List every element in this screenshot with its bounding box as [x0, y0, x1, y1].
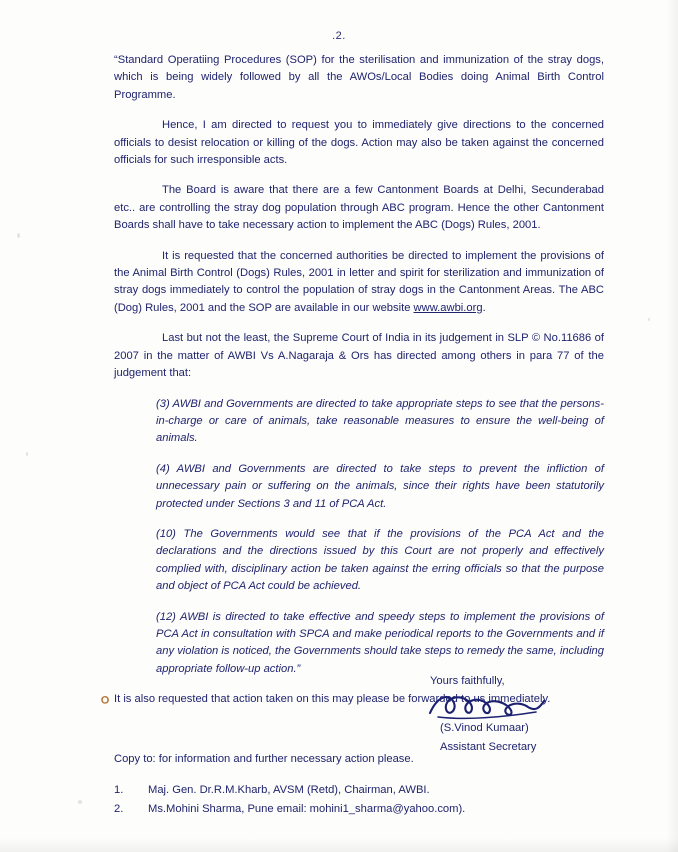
document-body: [114, 52, 604, 709]
paragraph-sop-quote: “Standard Operatiing Procedures (SOP) for the sterilisation and immunization of the stray dogs, which is being widely followed by all the AWOs/Local Bodies doing Animal Birth Control Programme.: [114, 54, 604, 101]
quoted-clause-12: (12) AWBI is directed to take effective and speedy steps to implement the provisions of PCA Act in consultation with SPCA and make periodical reports to the Governments and if any violation is noticed, the Governments should take steps to remedy the same, including appropriate follow-up action.”: [156, 610, 604, 675]
list-item: [114, 781, 634, 800]
copy-to-list: [114, 781, 634, 819]
paragraph-requested-text-before: It is requested that the concerned authorities be directed to implement the provisions of the Animal Birth Control (Dogs) Rules, 2001 in letter and spirit for sterilization and immunization of stray dogs immediately to control the population of stray dogs in the Cantonment Areas. The ABC (Dog) Rules, 2001 and the SOP are available in our website: [114, 249, 604, 314]
paragraph-requested-implement: [114, 248, 604, 318]
page-edge-shadow-right: [666, 0, 678, 852]
margin-annotation-mark: ०: [98, 689, 112, 712]
handwritten-signature-icon: [424, 693, 630, 719]
list-item-number: 2.: [114, 803, 124, 815]
page-number: .2.: [332, 30, 346, 42]
closing-request-line: It is also requested that action taken on this may please be forwarded to us immediately.: [114, 693, 551, 706]
copy-to-heading: Copy to: for information and further necessary action please.: [114, 753, 414, 765]
signatory-title: Assistant Secretary: [440, 741, 537, 753]
paper-speck: [17, 233, 20, 238]
paragraph-board-aware: The Board is aware that there are a few Cantonment Boards at Delhi, Secunderabad etc.. are controlling the stray dog population through ABC program. Hence the other Cantonment Boards shall have to take necessary action to implement the ABC (Dogs) Rules, 2001.: [114, 184, 604, 232]
paragraph-hence-directed: Hence, I am directed to request you to immediately give directions to the concerned officials to desist relocation or killing of the dogs. Action may also be taken against the concerned officials for such irresponsible acts.: [114, 119, 604, 167]
paper-speck: [78, 800, 82, 804]
quoted-clause-10: (10) The Governments would see that if the provisions of the PCA Act and the declarations and the directions issued by this Court are not properly and effectively complied with, disciplinary action be taken against the erring officials so that the purpose and object of PCA Act could be achieved.: [156, 527, 604, 593]
quoted-clause-4: (4) AWBI and Governments are directed to take steps to prevent the infliction of unnecessary pain or suffering on the animals, since their rights have been statutorily protected under Sections 3 and 11 of PCA Act.: [156, 462, 604, 510]
paragraph-requested-text-after: .: [482, 301, 486, 314]
yours-faithfully-label: Yours faithfully,: [430, 675, 505, 687]
signature-block: [430, 672, 630, 757]
list-item-number: 1.: [114, 784, 124, 796]
paragraph-supreme-court: Last but not the least, the Supreme Court of India in its judgement in SLP © No.11686 of 2007 in the matter of AWBI Vs A.Nagaraja & Ors has directed among others in para 77 of the judgement that:: [114, 332, 604, 380]
paper-speck: [648, 318, 650, 321]
awbi-website-link[interactable]: www.awbi.org: [413, 301, 483, 314]
signatory-name: (S.Vinod Kumaar): [440, 722, 529, 734]
list-item-text: Ms.Mohini Sharma, Pune email: mohini1_sharma@yahoo.com).: [148, 803, 466, 815]
list-item-text: Maj. Gen. Dr.R.M.Kharb, AVSM (Retd), Chairman, AWBI.: [148, 784, 430, 796]
paper-speck: [26, 452, 28, 456]
list-item: [114, 800, 634, 819]
quoted-clause-3: (3) AWBI and Governments are directed to take appropriate steps to see that the persons-in-charge or care of animals, take reasonable measures to ensure the well-being of animals.: [156, 397, 604, 445]
page-edge-shadow-bottom: [0, 838, 678, 852]
